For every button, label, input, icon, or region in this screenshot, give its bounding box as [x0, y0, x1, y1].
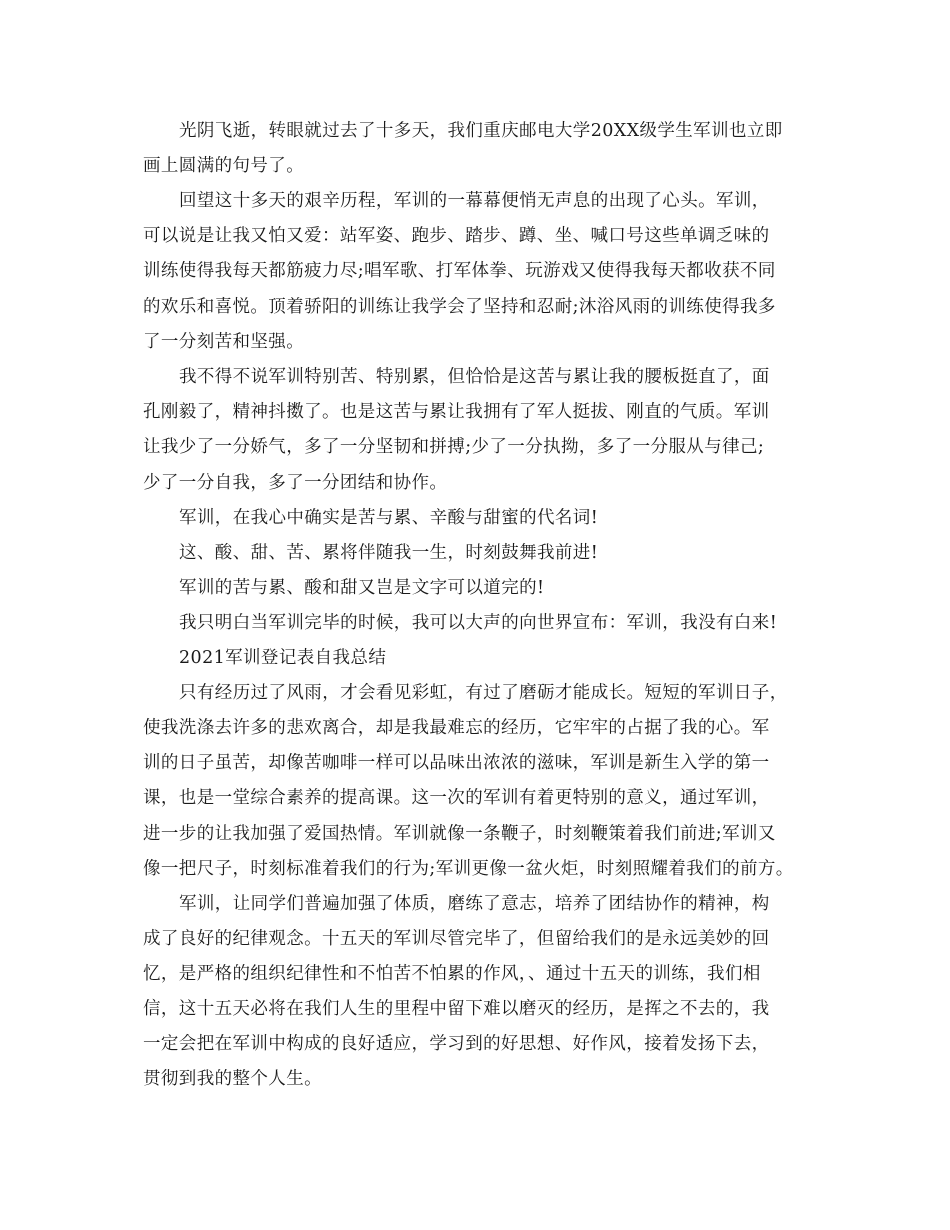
- text-line: 使我洗涤去许多的悲欢离合，却是我最难忘的经历，它牢牢的占据了我的心。军: [143, 718, 770, 738]
- text-line: 进一步的让我加强了爱国热情。军训就像一条鞭子，时刻鞭策着我们前进;军训又: [143, 824, 776, 844]
- text-line: 军训的苦与累、酸和甜又岂是文字可以道完的!: [179, 578, 545, 598]
- text-line: 一定会把在军训中构成的良好适应，学习到的好思想、好作风，接着发扬下去，: [143, 1034, 770, 1054]
- text-line: 画上圆满的句号了。: [143, 156, 305, 176]
- text-line: 军训，让同学们普遍加强了体质，磨练了意志，培养了团结协作的精神，构: [179, 894, 770, 914]
- text-line: 了一分刻苦和坚强。: [143, 332, 305, 352]
- text-line: 忆，是严格的组织纪律性和不怕苦不怕累的作风，、通过十五天的训练，我们相: [143, 964, 761, 984]
- text-line: 像一把尺子，时刻标准着我们的行为;军训更像一盆火炬，时刻照耀着我们的前方。: [143, 859, 794, 879]
- text-line: 课，也是一堂综合素养的提高课。这一次的军训有着更特别的意义，通过军训，: [143, 788, 770, 808]
- text-line: 我只明白当军训完毕的时候，我可以大声的向世界宣布：军训，我没有白来!: [179, 613, 778, 633]
- section-heading: 2021军训登记表自我总结: [179, 648, 387, 668]
- text-line: 训的日子虽苦，却像苦咖啡一样可以品味出浓浓的滋味，军训是新生入学的第一: [143, 753, 770, 773]
- text-line: 这、酸、甜、苦、累将伴随我一生，时刻鼓舞我前进!: [179, 543, 599, 563]
- text-line: 成了良好的纪律观念。十五天的军训尽管完毕了，但留给我们的是永远美妙的回: [143, 929, 770, 949]
- text-line: 让我少了一分娇气，多了一分坚韧和拼搏;少了一分执拗，多了一分服从与律己;: [143, 437, 765, 457]
- text-line: 军训，在我心中确实是苦与累、辛酸与甜蜜的代名词!: [179, 508, 599, 528]
- text-line: 只有经历过了风雨，才会看见彩虹，有过了磨砺才能成长。短短的军训日子，: [179, 683, 788, 703]
- text-line: 可以说是让我又怕又爱：站军姿、跑步、踏步、蹲、坐、喊口号这些单调乏味的: [143, 226, 770, 246]
- text-line: 孔刚毅了，精神抖擞了。也是这苦与累让我拥有了军人挺拔、刚直的气质。军训: [143, 402, 770, 422]
- text-line: 训练使得我每天都筋疲力尽;唱军歌、打军体拳、玩游戏又使得我每天都收获不同: [143, 261, 776, 281]
- text-line: 的欢乐和喜悦。顶着骄阳的训练让我学会了坚持和忍耐;沐浴风雨的训练使得我多: [143, 297, 776, 317]
- text-line: 光阴飞逝，转眼就过去了十多天，我们重庆邮电大学20XX级学生军训也立即: [179, 121, 783, 141]
- text-line: 回望这十多天的艰辛历程，军训的一幕幕便悄无声息的出现了心头。军训，: [179, 191, 770, 211]
- text-line: 我不得不说军训特别苦、特别累，但恰恰是这苦与累让我的腰板挺直了，面: [179, 367, 770, 387]
- text-line: 少了一分自我，多了一分团结和协作。: [143, 473, 448, 493]
- text-line: 信，这十五天必将在我们人生的里程中留下难以磨灭的经历，是挥之不去的，我: [143, 999, 770, 1019]
- text-line: 贯彻到我的整个人生。: [143, 1069, 322, 1089]
